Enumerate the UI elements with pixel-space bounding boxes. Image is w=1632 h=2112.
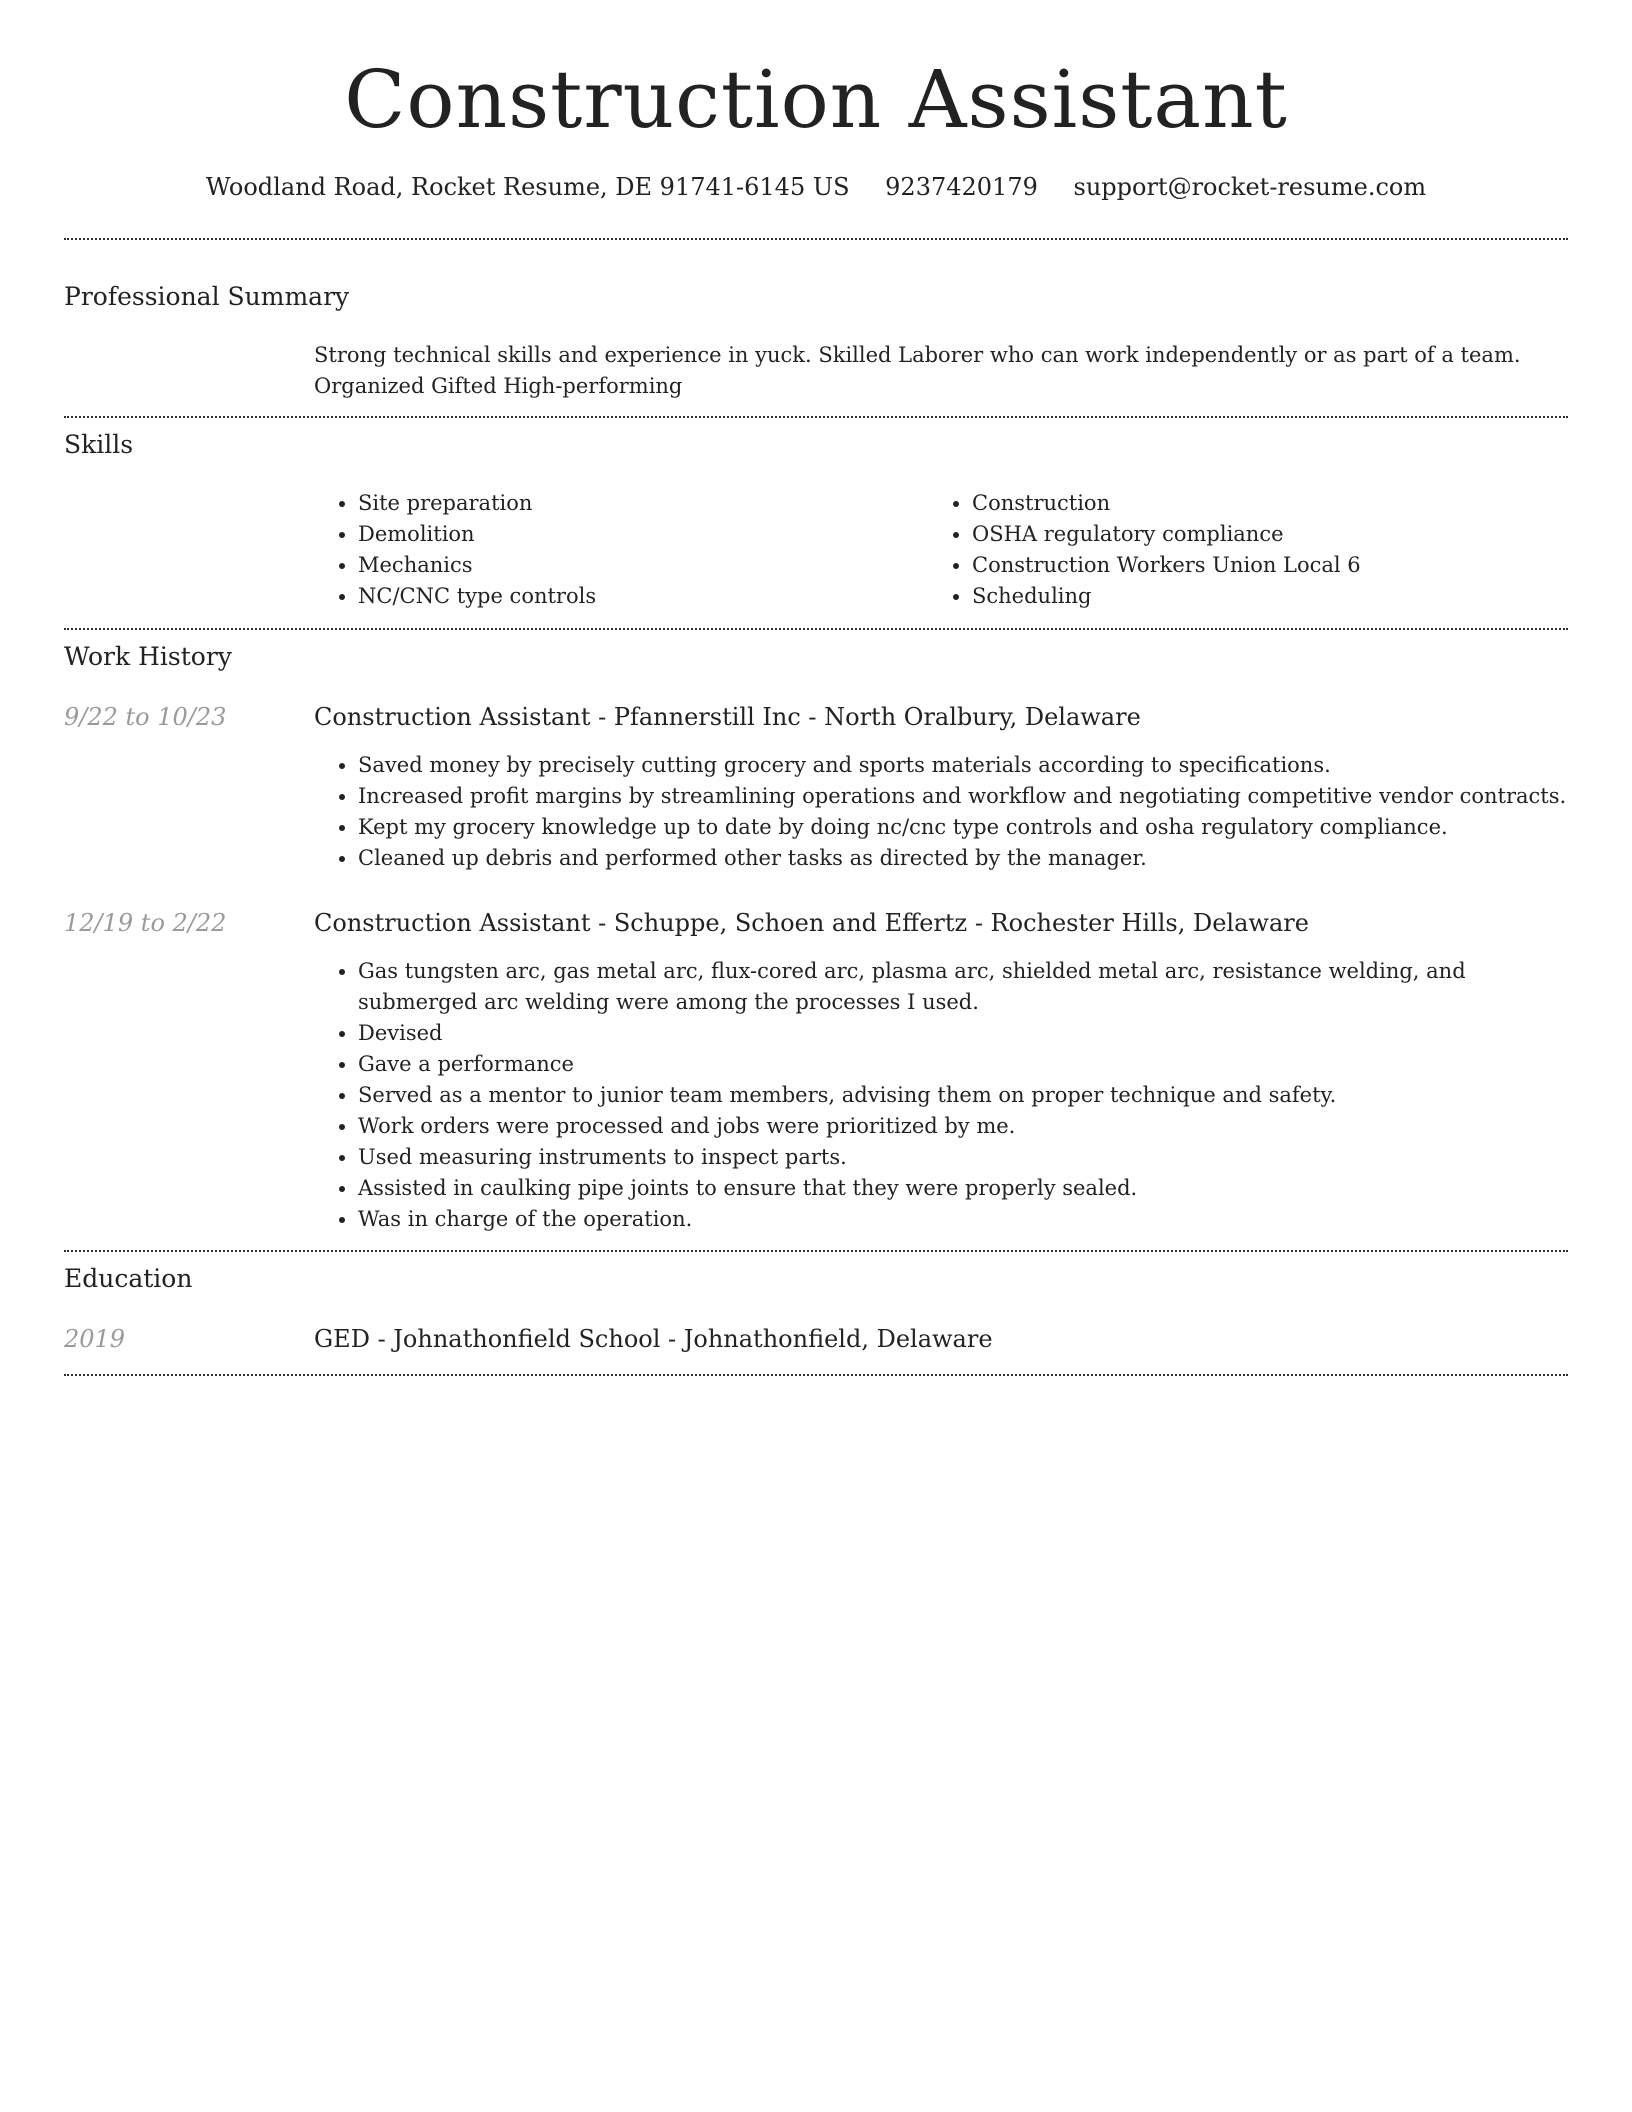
skill-item: • Construction Workers Union Local 6: [972, 550, 1361, 581]
job-bullet: • Gave a performance: [358, 1049, 1568, 1080]
job-heading: Construction Assistant - Schuppe, Schoen and Effertz - Rochester Hills, Delaware: [314, 909, 1309, 937]
skills-list-left: [314, 488, 596, 612]
job-bullet: • Served as a mentor to junior team members, advising them on proper technique and safety.: [358, 1080, 1568, 1111]
contact-phone: 9237420179: [885, 173, 1038, 201]
resume-name: Construction Assistant: [344, 53, 1288, 146]
job-bullet: • Assisted in caulking pipe joints to ensure that they were properly sealed.: [358, 1173, 1568, 1204]
job-bullet: • Increased profit margins by streamlining operations and workflow and negotiating competitive vendor contracts.: [358, 781, 1568, 812]
job-bullet: • Devised: [358, 1018, 1568, 1049]
job-bullet: • Cleaned up debris and performed other tasks as directed by the manager.: [358, 843, 1568, 874]
summary-heading: Professional Summary: [64, 282, 350, 311]
section-divider: [64, 416, 1568, 418]
skill-item: • Construction: [972, 488, 1361, 519]
skill-item: • Mechanics: [358, 550, 596, 581]
work-history-heading: Work History: [64, 642, 232, 671]
education-entry: GED - Johnathonfield School - Johnathonfield, Delaware: [314, 1325, 993, 1353]
job-bullet: • Was in charge of the operation.: [358, 1204, 1568, 1235]
skills-list-right: [928, 488, 1361, 612]
job-bullet: • Used measuring instruments to inspect parts.: [358, 1142, 1568, 1173]
job-bullet: • Kept my grocery knowledge up to date by doing nc/cnc type controls and osha regulatory compliance.: [358, 812, 1568, 843]
section-divider: [64, 238, 1568, 240]
job-heading: Construction Assistant - Pfannerstill Inc - North Oralbury, Delaware: [314, 703, 1141, 731]
section-divider: [64, 1374, 1568, 1376]
education-heading: Education: [64, 1264, 193, 1293]
skill-item: • Scheduling: [972, 581, 1361, 612]
section-divider: [64, 628, 1568, 630]
job-bullet-list: [314, 750, 1568, 874]
summary-text: Strong technical skills and experience in yuck. Skilled Laborer who can work independently or as part of a team. Organized Gifted High-performing: [314, 343, 1521, 398]
job-dates: 9/22 to 10/23: [64, 703, 227, 731]
education-year: 2019: [64, 1325, 126, 1353]
skill-item: • Demolition: [358, 519, 596, 550]
job-dates: 12/19 to 2/22: [64, 909, 227, 937]
contact-address: Woodland Road, Rocket Resume, DE 91741-6145 US: [205, 173, 850, 201]
skill-item: • NC/CNC type controls: [358, 581, 596, 612]
job-bullet-list: [314, 956, 1568, 1235]
contact-line: [0, 170, 1632, 204]
skills-heading: Skills: [64, 430, 134, 459]
skill-item: • OSHA regulatory compliance: [972, 519, 1361, 550]
skill-item: • Site preparation: [358, 488, 596, 519]
job-bullet: • Gas tungsten arc, gas metal arc, flux-cored arc, plasma arc, shielded metal arc, resistance welding, and submerged arc welding were among the processes I used.: [358, 956, 1568, 1018]
contact-email: support@rocket-resume.com: [1073, 173, 1427, 201]
job-bullet: • Work orders were processed and jobs were prioritized by me.: [358, 1111, 1568, 1142]
job-bullet: • Saved money by precisely cutting grocery and sports materials according to specifications.: [358, 750, 1568, 781]
section-divider: [64, 1250, 1568, 1252]
